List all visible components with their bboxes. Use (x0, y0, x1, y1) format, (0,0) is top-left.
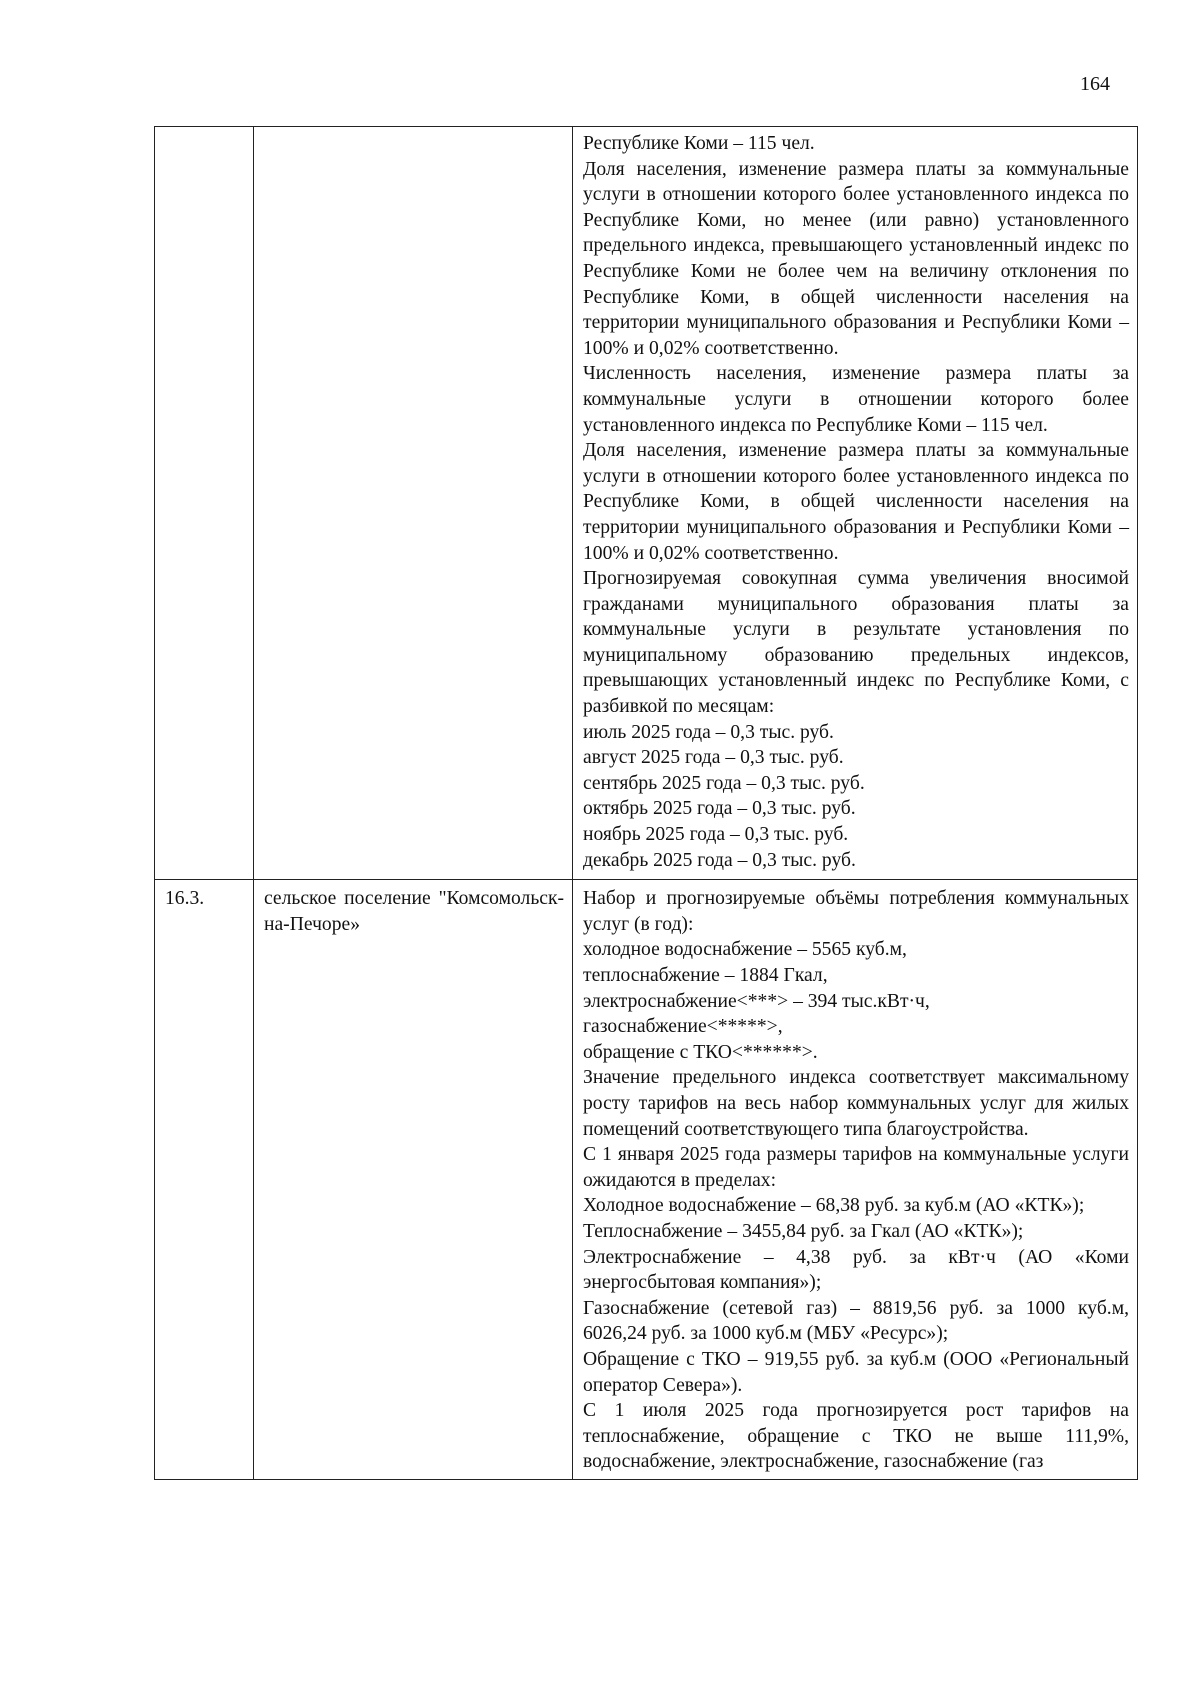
description-block: Газоснабжение (сетевой газ) – 8819,56 руб. за 1000 куб.м, 6026,24 руб. за 1000 куб.м (МБУ «Ресурс»); (583, 1297, 1129, 1345)
description-block: теплоснабжение – 1884 Гкал, (583, 965, 828, 986)
description-block: холодное водоснабжение – 5565 куб.м, (583, 939, 907, 961)
description-block: С 1 января 2025 года размеры тарифов на коммунальные услуги ожидаются в пределах: (583, 1144, 1129, 1191)
description-block: Численность населения, изменение размера платы за коммунальные услуги в отношении которого более установленного индекса по Республике Коми – 115 чел. (583, 363, 1129, 436)
description-block: Доля населения, изменение размера платы за коммунальные услуги в отношении которого более установленного индекса по Республике Коми, но менее (или равно) установленного предельного индекса, превышающего установленный индекс по Республике Коми не более чем на величину отклонения по Республике Коми, в общей численности населения на территории муниципального образования и Республики Коми – 100% и 0,02% соответственно. (583, 158, 1129, 359)
description-block: обращение с ТКО<******>. (583, 1041, 818, 1063)
page-number: 164 (1080, 73, 1110, 95)
table-row (155, 880, 1138, 1480)
description-block: июль 2025 года – 0,3 тыс. руб. (583, 721, 834, 743)
row-number-cell (155, 127, 254, 880)
description-block: октябрь 2025 года – 0,3 тыс. руб. (583, 798, 856, 820)
description-block: Электроснабжение – 4,38 руб. за кВт·ч (АО «Коми энергосбытовая компания»); (583, 1246, 1129, 1294)
row-number-cell: 16.3. (155, 880, 254, 1480)
description-block: Прогнозируемая совокупная сумма увеличения вносимой гражданами муниципального образования платы за коммунальные услуги в результате установления по муниципальному образованию предельных индексов, превышающих установленный индекс по Республике Коми, с разбивкой по месяцам: (583, 568, 1129, 718)
description-block: Республике Коми – 115 чел. (583, 133, 815, 154)
description-cell (573, 127, 1138, 880)
description-block: Теплоснабжение – 3455,84 руб. за Гкал (АО «КТК»); (583, 1220, 1024, 1242)
description-block: август 2025 года – 0,3 тыс. руб. (583, 747, 844, 769)
description-block: Обращение с ТКО – 919,55 руб. за куб.м (ООО «Региональный оператор Севера»). (583, 1348, 1129, 1396)
description-block: С 1 июля 2025 года прогнозируется рост тарифов на теплоснабжение, обращение с ТКО не выше 111,9%, водоснабжение, электроснабжение, газоснабжение (газ (583, 1400, 1129, 1473)
description-cell (573, 880, 1138, 1480)
description-block: электроснабжение<***> – 394 тыс.кВт·ч, (583, 990, 930, 1012)
table-row (155, 127, 1138, 880)
description-block: сентябрь 2025 года – 0,3 тыс. руб. (583, 772, 865, 794)
municipality-name-cell (254, 127, 573, 880)
description-block: ноябрь 2025 года – 0,3 тыс. руб. (583, 824, 849, 846)
description-block: газоснабжение<*****>, (583, 1016, 783, 1038)
description-block: Набор и прогнозируемые объёмы потребления коммунальных услуг (в год): (583, 888, 1129, 935)
municipality-name-cell: сельское поселение "Комсомольск-на-Печоре» (254, 880, 573, 1480)
document-table (154, 126, 1138, 1480)
description-block: Холодное водоснабжение – 68,38 руб. за куб.м (АО «КТК»); (583, 1195, 1085, 1217)
description-block: декабрь 2025 года – 0,3 тыс. руб. (583, 849, 856, 871)
description-block: Доля населения, изменение размера платы за коммунальные услуги в отношении которого более установленного индекса по Республике Коми, в общей численности населения на территории муниципального образования и Республики Коми – 100% и 0,02% соответственно. (583, 440, 1129, 564)
description-block: Значение предельного индекса соответствует максимальному росту тарифов на весь набор коммунальных услуг для жилых помещений соответствующего типа благоустройства. (583, 1067, 1129, 1140)
